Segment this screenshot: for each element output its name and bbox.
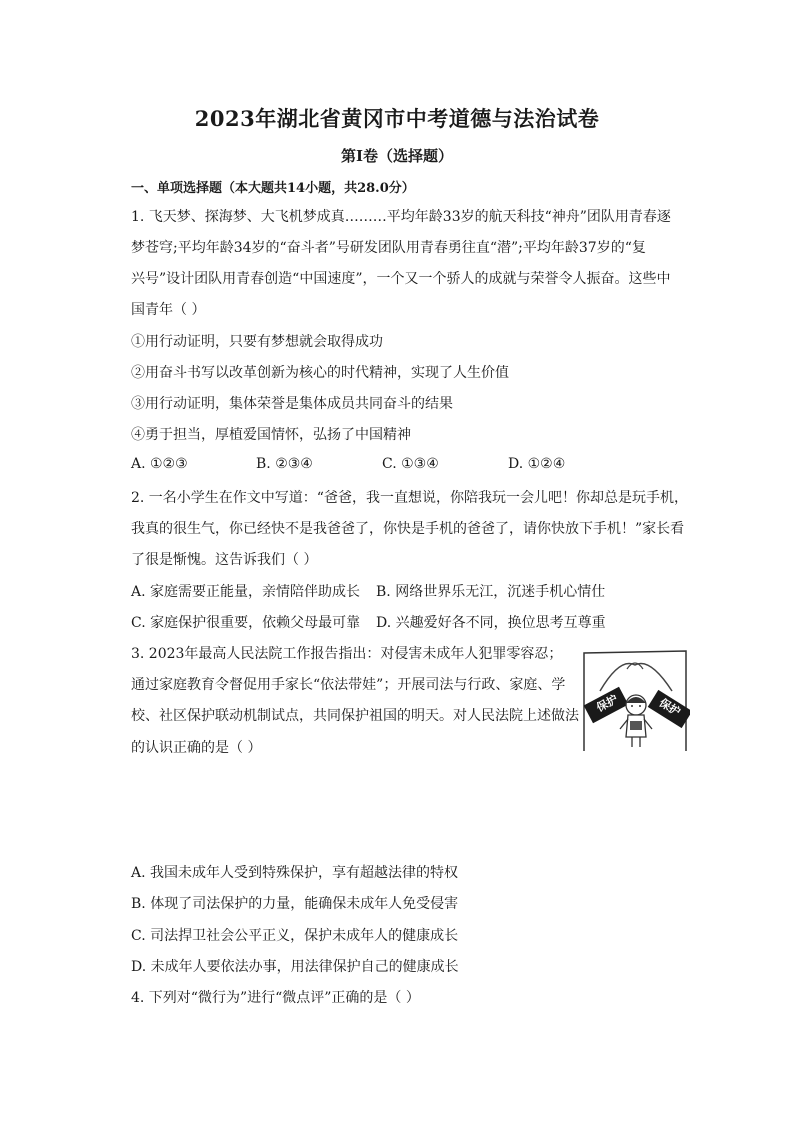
question-3-option-d: D. 未成年人要依法办事，用法律保护自己的健康成长 bbox=[131, 959, 459, 975]
question-1-option-a: A. ①②③ bbox=[131, 456, 188, 472]
question-3-line-1: 3. 2023年最高人民法院工作报告指出：对侵害未成年人犯罪零容忍； bbox=[131, 646, 563, 662]
question-1-statement-3: ③用行动证明，集体荣誉是集体成员共同奋斗的结果 bbox=[131, 396, 453, 412]
question-3-option-c: C. 司法捍卫社会公平正义，保护未成年人的健康成长 bbox=[131, 928, 459, 944]
question-3-line-3: 校、社区保护联动机制试点，共同保护祖国的明天。对人民法院上述做法 bbox=[131, 708, 579, 724]
question-2-line-2: 我真的很生气，你已经快不是我爸爸了，你快是手机的爸爸了，请你快放下手机！”家长看 bbox=[131, 521, 685, 537]
question-1-option-c: C. ①③④ bbox=[382, 456, 439, 472]
question-4-line-1: 4. 下列对“微行为”进行“微点评”正确的是（ ） bbox=[131, 990, 420, 1006]
question-1-statement-4: ④勇于担当，厚植爱国情怀，弘扬了中国精神 bbox=[131, 427, 411, 443]
page-subtitle: 第Ⅰ卷（选择题） bbox=[340, 147, 454, 165]
page-title: 2023年湖北省黄冈市中考道德与法治试卷 bbox=[194, 106, 600, 131]
question-2-option-c: C. 家庭保护很重要，依赖父母最可靠 bbox=[131, 615, 361, 631]
question-1-option-d: D. ①②④ bbox=[508, 456, 566, 472]
question-1-line-1: 1. 飞天梦、探海梦、大飞机梦成真………平均年龄33岁的航天科技“神舟”团队用青春逐 bbox=[131, 209, 671, 225]
sign-left-label: 保护 bbox=[594, 692, 620, 715]
question-1-line-2: 梦苍穹;平均年龄34岁的“奋斗者”号研发团队用青春勇往直“潜”;平均年龄37岁的“复 bbox=[131, 240, 646, 256]
question-3-line-4: 的认识正确的是（ ） bbox=[131, 740, 262, 756]
question-2-option-b: B. 网络世界乐无江，沉迷手机心情仕 bbox=[376, 584, 606, 600]
section-heading: 一、单项选择题（本大题共14小题，共28.0分） bbox=[131, 181, 415, 196]
question-3-line-2: 通过家庭教育令督促用手家长“依法带娃”；开展司法与行政、家庭、学 bbox=[131, 677, 566, 693]
question-3-option-a: A. 我国未成年人受到特殊保护，享有超越法律的特权 bbox=[131, 865, 459, 881]
protection-illustration bbox=[580, 647, 690, 753]
question-2-option-d: D. 兴趣爱好各不同，换位思考互尊重 bbox=[376, 615, 606, 631]
question-1-line-4: 国青年（ ） bbox=[131, 302, 206, 318]
question-1-statement-2: ②用奋斗书写以改革创新为核心的时代精神，实现了人生价值 bbox=[131, 365, 509, 381]
question-1-statement-1: ①用行动证明，只要有梦想就会取得成功 bbox=[131, 334, 383, 350]
question-2-option-a: A. 家庭需要正能量，亲情陪伴助成长 bbox=[131, 584, 361, 600]
question-3-option-b: B. 体现了司法保护的力量，能确保未成年人免受侵害 bbox=[131, 896, 459, 912]
sign-right-label: 保护 bbox=[656, 696, 683, 719]
question-1-line-3: 兴号”设计团队用青春创造“中国速度”，一个又一个骄人的成就与荣誉令人振奋。这些中 bbox=[131, 271, 671, 287]
question-2-line-3: 了很是惭愧。这告诉我们（ ） bbox=[131, 552, 318, 568]
question-2-line-1: 2. 一名小学生在作文中写道：“爸爸，我一直想说，你陪我玩一会儿吧！你却总是玩手机， bbox=[131, 490, 688, 506]
question-1-option-b: B. ②③④ bbox=[256, 456, 313, 472]
